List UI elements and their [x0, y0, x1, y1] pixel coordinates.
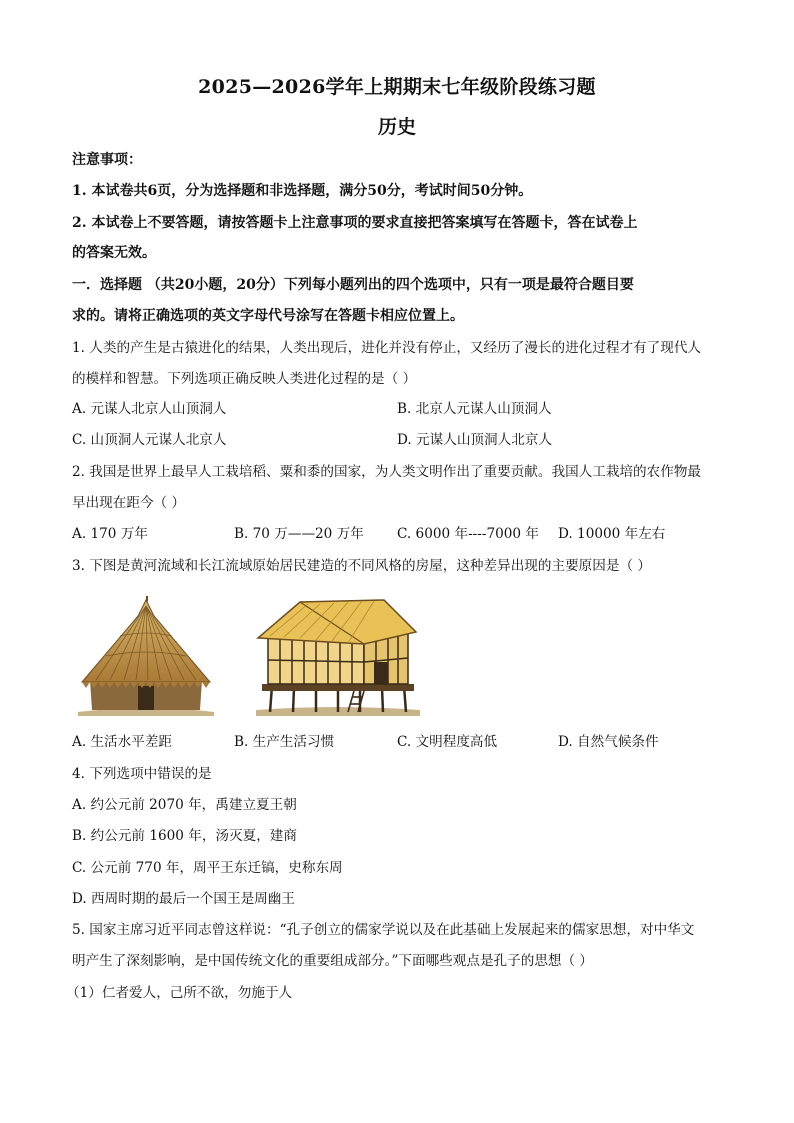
- question-1-option-c: C. 山顶洞人元谋人北京人: [72, 432, 227, 448]
- question-5-line-1: 5. 国家主席习近平同志曾这样说：“孔子创立的儒家学说以及在此基础上发展起来的儒家思想，对中华文: [72, 922, 695, 938]
- question-2-line-1: 2. 我国是世界上最早人工栽培稻、粟和黍的国家，为人类文明作出了重要贡献。我国人工栽培的农作物最: [72, 464, 702, 480]
- question-5-line-2: 明产生了深刻影响，是中国传统文化的重要组成部分。”下面哪些观点是孔子的思想（ ）: [72, 953, 594, 969]
- question-1-option-d: D. 元谋人山顶洞人北京人: [397, 432, 552, 448]
- question-4-line-1: 4. 下列选项中错误的是: [72, 766, 212, 782]
- subject-title: 历史: [377, 116, 416, 138]
- question-4-option-a: A. 约公元前 2070 年，禹建立夏王朝: [72, 797, 297, 813]
- section-1-line-2: 求的。请将正确选项的英文字母代号涂写在答题卡相应位置上。: [72, 308, 464, 324]
- question-3-option-a: A. 生活水平差距: [72, 734, 173, 750]
- question-3-line-1: 3. 下图是黄河流域和长江流域原始居民建造的不同风格的房屋，这种差异出现的主要原因是（ ）: [72, 558, 651, 574]
- question-3-option-d: D. 自然气候条件: [558, 734, 659, 750]
- question-2-option-c: C. 6000 年----7000 年: [397, 526, 539, 542]
- notes-item-2-line-2: 的答案无效。: [72, 245, 156, 261]
- round-thatched-hut-icon: [76, 596, 216, 724]
- notes-item-2-line-1: 2. 本试卷上不要答题，请按答题卡上注意事项的要求直接把答案填写在答题卡，答在试卷上: [72, 215, 638, 231]
- question-1-option-b: B. 北京人元谋人山顶洞人: [397, 401, 552, 417]
- page-title: 2025—2026学年上期期末七年级阶段练习题: [198, 76, 596, 98]
- question-3-option-c: C. 文明程度高低: [397, 734, 498, 750]
- section-1-line-1: 一．选择题 （共20小题，20分）下列每小题列出的四个选项中，只有一项是最符合题目要: [72, 277, 634, 293]
- question-3-option-b: B. 生产生活习惯: [234, 734, 335, 750]
- question-2-line-2: 早出现在距今（ ）: [72, 495, 186, 511]
- stilt-house-icon: [254, 596, 422, 724]
- question-4-option-b: B. 约公元前 1600 年，汤灭夏，建商: [72, 828, 297, 844]
- notes-item-1: 1. 本试卷共6页，分为选择题和非选择题，满分50分，考试时间50分钟。: [72, 183, 533, 199]
- question-1-option-a: A. 元谋人北京人山顶洞人: [72, 401, 227, 417]
- question-4-option-d: D. 西周时期的最后一个国王是周幽王: [72, 891, 295, 907]
- question-1-line-2: 的模样和智慧。下列选项正确反映人类进化过程的是（ ）: [72, 371, 417, 387]
- question-2-option-d: D. 10000 年左右: [558, 526, 666, 542]
- notes-heading: 注意事项：: [72, 152, 142, 168]
- question-1-line-1: 1. 人类的产生是古猿进化的结果，人类出现后，进化并没有停止，又经历了漫长的进化过程才有了现代人: [72, 340, 702, 356]
- question-5-item-1: （1）仁者爱人，己所不欲，勿施于人: [66, 985, 293, 1001]
- question-4-option-c: C. 公元前 770 年，周平王东迁镐，史称东周: [72, 860, 343, 876]
- question-2-option-b: B. 70 万——20 万年: [234, 526, 364, 542]
- question-2-option-a: A. 170 万年: [72, 526, 148, 542]
